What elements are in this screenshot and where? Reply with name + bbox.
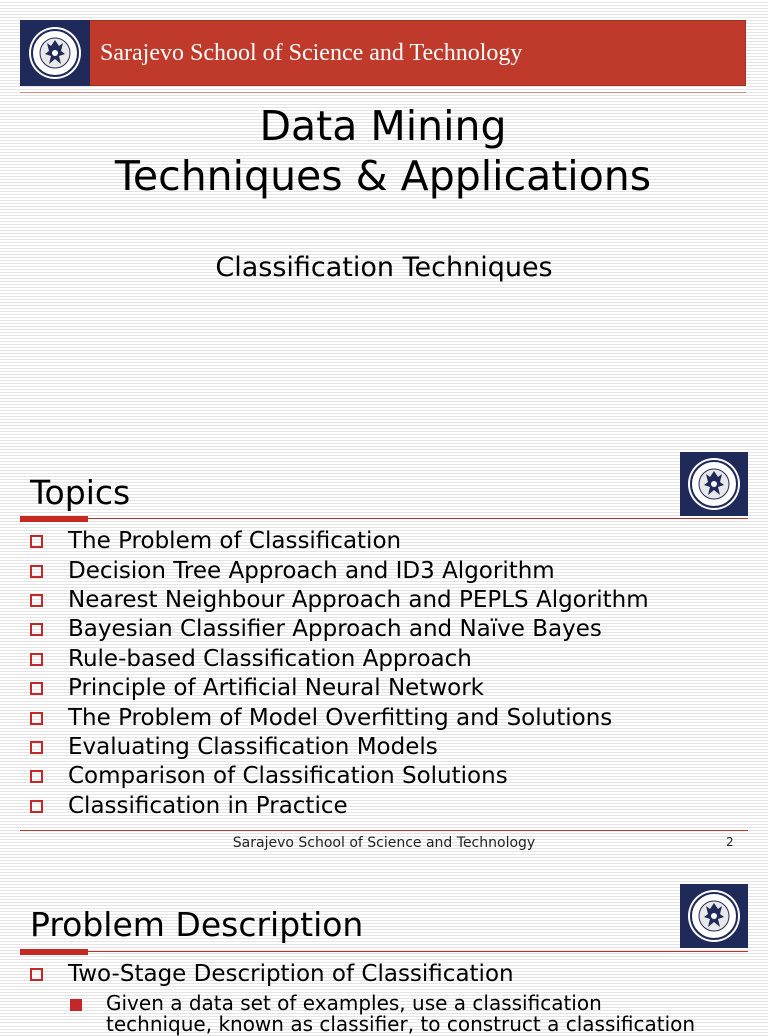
topic-item-text: Nearest Neighbour Approach and PEPLS Algorithm xyxy=(68,586,649,613)
hollow-square-bullet-icon xyxy=(30,741,43,754)
hollow-square-bullet-icon xyxy=(30,682,43,695)
hollow-square-bullet-icon xyxy=(30,594,43,607)
sub-bullet-text-cont: technique, known as classifier, to construct a classification xyxy=(106,1012,696,1036)
title-underline xyxy=(20,951,748,952)
topic-item-text: Evaluating Classification Models xyxy=(68,733,438,760)
topic-item xyxy=(30,703,649,732)
sub-bullet-continuation xyxy=(70,1013,695,1035)
topic-item-text: The Problem of Model Overfitting and Solutions xyxy=(68,704,613,731)
title-underline-accent xyxy=(20,949,88,955)
university-seal-icon xyxy=(680,452,748,516)
problem-bullet xyxy=(30,960,514,989)
sub-bullet xyxy=(70,992,602,1014)
hollow-square-bullet-icon xyxy=(30,653,43,666)
university-seal-icon xyxy=(20,20,90,86)
header-school-name: Sarajevo School of Science and Technology xyxy=(100,40,523,66)
topic-item-text: The Problem of Classification xyxy=(68,528,402,555)
problem-bullet-text: Two-Stage Description of Classification xyxy=(68,961,514,988)
topic-item xyxy=(30,674,649,703)
topic-item xyxy=(30,586,649,615)
topic-item xyxy=(30,527,649,556)
problem-title: Problem Description xyxy=(30,905,364,944)
header-underline xyxy=(20,92,746,93)
page-number: 2 xyxy=(726,835,734,849)
topic-item-text: Decision Tree Approach and ID3 Algorithm xyxy=(68,557,555,584)
topic-item xyxy=(30,556,649,585)
hollow-square-bullet-icon xyxy=(30,565,43,578)
topic-item xyxy=(30,615,649,644)
topics-list xyxy=(30,527,649,821)
hollow-square-bullet-icon xyxy=(30,770,43,783)
university-seal-icon xyxy=(680,884,748,948)
title-underline-accent xyxy=(20,516,88,522)
topic-item xyxy=(30,733,649,762)
hollow-square-bullet-icon xyxy=(30,968,43,981)
topic-item-text: Principle of Artificial Neural Network xyxy=(68,675,484,702)
footer-school-name: Sarajevo School of Science and Technology xyxy=(232,835,536,851)
topic-item-text: Comparison of Classification Solutions xyxy=(68,763,508,790)
filled-square-bullet-icon xyxy=(70,999,82,1011)
footer-rule xyxy=(20,830,748,831)
topic-item xyxy=(30,645,649,674)
slide-subtitle: Classification Techniques xyxy=(215,252,553,283)
title-underline xyxy=(20,518,748,519)
slide-title-line1: Data Mining xyxy=(259,102,507,150)
hollow-square-bullet-icon xyxy=(30,535,43,548)
slide-title-line2: Techniques & Applications xyxy=(114,152,652,200)
topic-item-text: Rule-based Classification Approach xyxy=(68,645,472,672)
topic-item-text: Bayesian Classifier Approach and Naïve Bayes xyxy=(68,616,602,643)
topic-item xyxy=(30,762,649,791)
topic-item xyxy=(30,792,649,821)
topics-title: Topics xyxy=(30,473,131,512)
hollow-square-bullet-icon xyxy=(30,623,43,636)
topic-item-text: Classification in Practice xyxy=(68,792,348,819)
hollow-square-bullet-icon xyxy=(30,800,43,813)
hollow-square-bullet-icon xyxy=(30,712,43,725)
sub-bullet-text: Given a data set of examples, use a classification xyxy=(106,991,602,1015)
